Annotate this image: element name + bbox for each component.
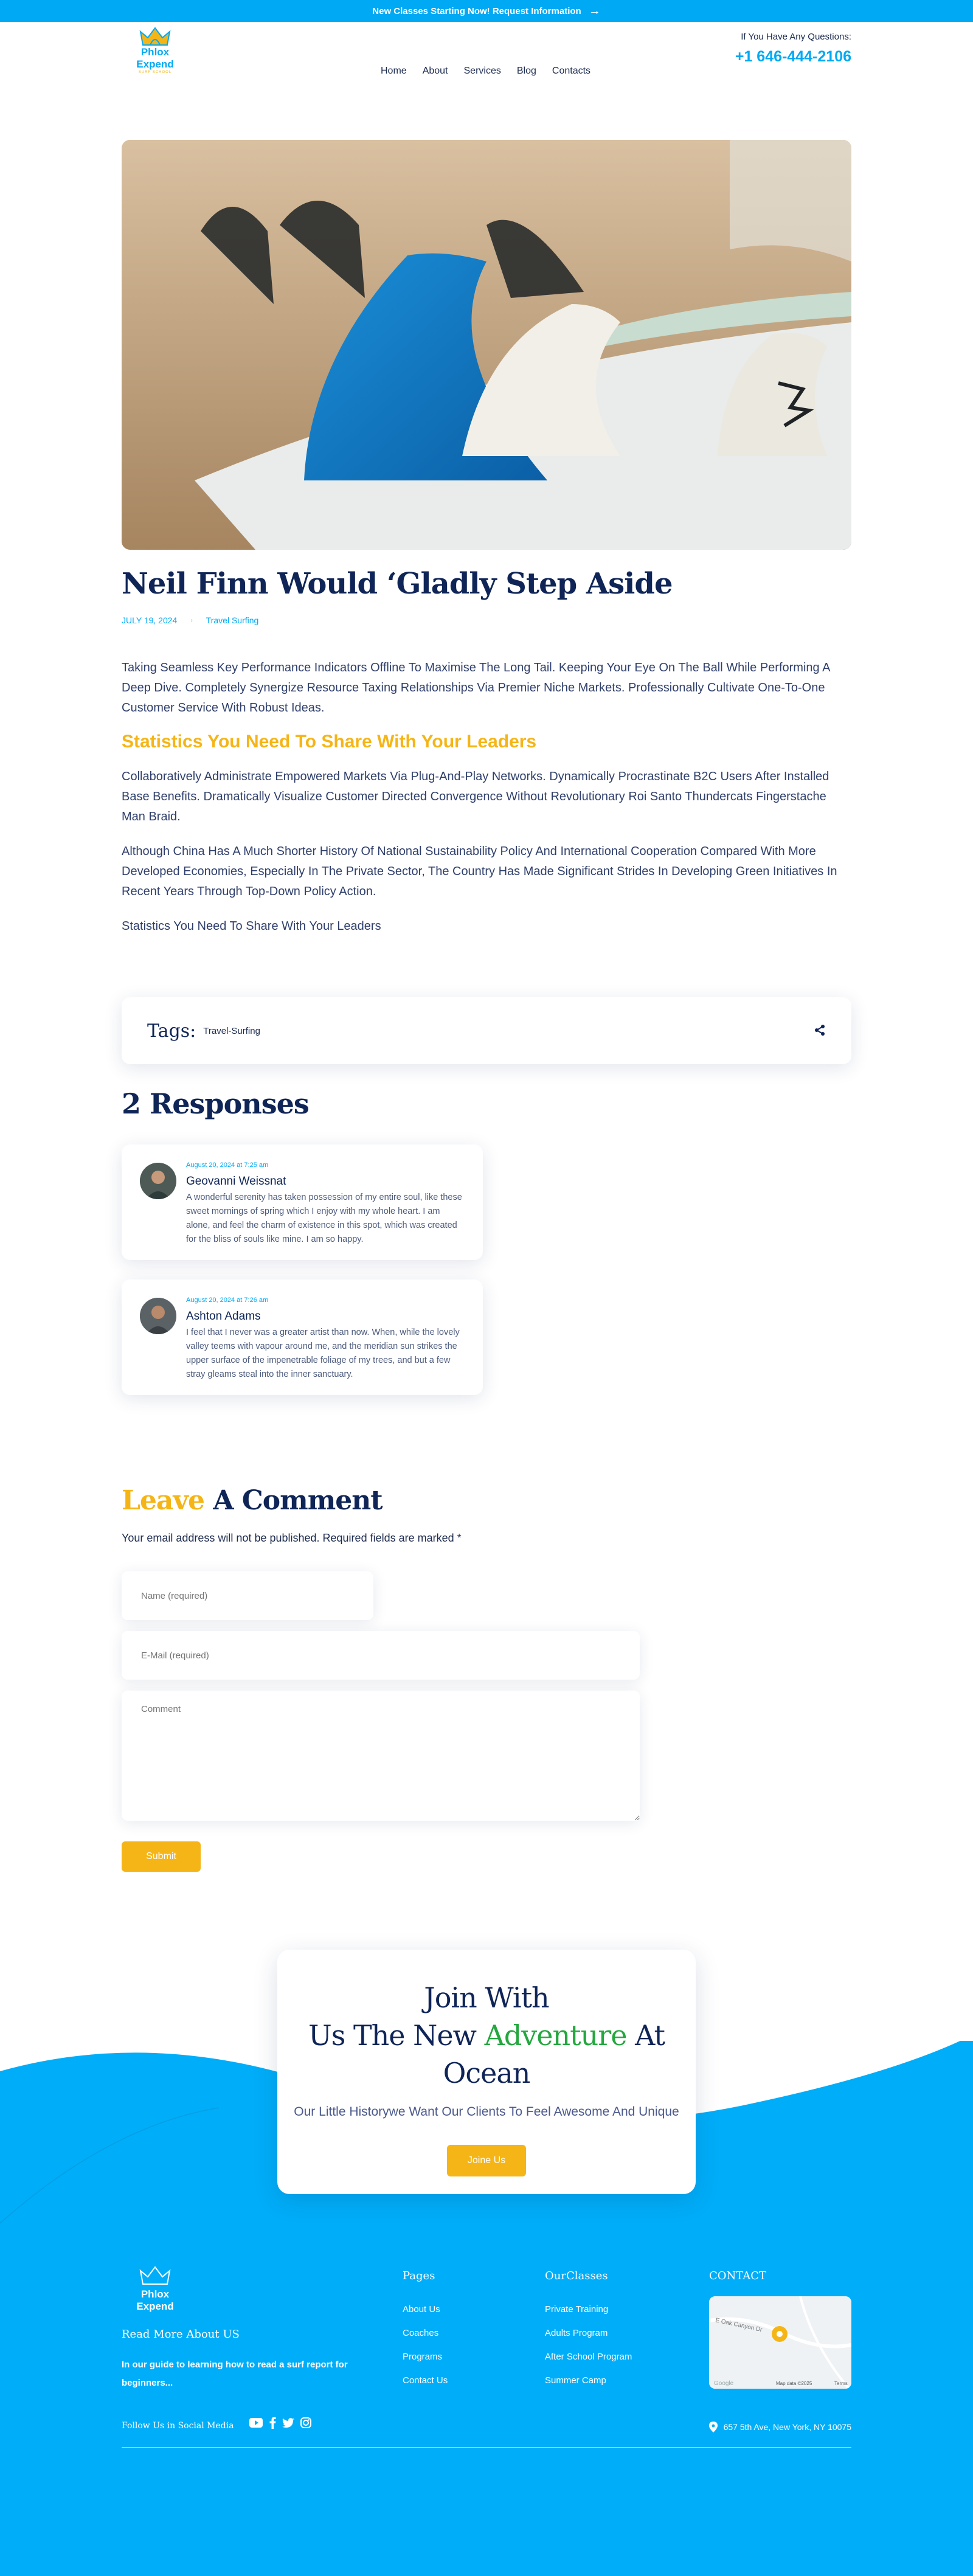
questions-label: If You Have Any Questions: [741, 32, 851, 42]
footer-link-programs[interactable]: Programs [403, 2352, 443, 2362]
site-logo[interactable] [122, 27, 189, 74]
post-category[interactable]: Travel Surfing [206, 615, 259, 625]
join-title-highlight: Adventure [484, 2019, 627, 2052]
join-card [277, 1950, 696, 2194]
footer-logo[interactable] [122, 2266, 189, 2313]
social-label: Follow Us in Social Media [122, 2421, 234, 2431]
join-title-part-a: Us The New [308, 2019, 485, 2052]
submit-button[interactable]: Submit [122, 1841, 201, 1872]
required-note: Your email address will not be published. Required fields are marked * [122, 1532, 462, 1544]
footer-link-summer[interactable]: Summer Camp [545, 2375, 606, 2386]
tag-link[interactable]: Travel-Surfing [203, 1025, 260, 1036]
leave-title-rest: A Comment [204, 1485, 383, 1516]
name-field[interactable] [122, 1571, 373, 1620]
post-main [122, 140, 851, 1872]
avatar [140, 1298, 176, 1334]
footer-brand: Phlox Expend [136, 2288, 174, 2312]
phone-number[interactable]: +1 646-444-2106 [735, 48, 851, 65]
pages-title: Pages [403, 2270, 435, 2282]
post-date[interactable]: JULY 19, 2024 [122, 615, 178, 625]
footer-link-private[interactable]: Private Training [545, 2304, 609, 2315]
leave-title-accent: Leave [122, 1485, 205, 1516]
comment-author: Ashton Adams [186, 1310, 261, 1323]
avatar [140, 1163, 176, 1199]
responses-title: 2 Responses [122, 1087, 309, 1120]
header-contact [735, 32, 851, 66]
footer-link-coaches[interactable]: Coaches [403, 2328, 439, 2338]
post-paragraph-4: Statistics You Need To Share With Your Leaders [122, 919, 381, 933]
post-meta [122, 615, 851, 625]
address-text: 657 5th Ave, New York, NY 10075 [723, 2422, 851, 2432]
footer-link-afterschool[interactable]: After School Program [545, 2352, 632, 2362]
map-terms-link[interactable]: Terms [834, 2381, 848, 2386]
map-google-label: Google [714, 2380, 734, 2387]
footer-classes-col [545, 2270, 632, 2386]
location-pin-icon [709, 2422, 718, 2432]
email-field[interactable] [122, 1631, 640, 1680]
crown-logo-icon [137, 2266, 173, 2288]
social-icons [249, 2417, 311, 2429]
twitter-icon[interactable] [282, 2418, 294, 2428]
crown-logo-icon [137, 27, 173, 49]
meta-separator: › [190, 617, 193, 624]
join-subtitle: Our Little Historywe Want Our Clients To Feel Awesome And Unique [294, 2105, 679, 2119]
announcement-bar[interactable] [0, 0, 973, 22]
post-paragraph-3: Although China Has A Much Shorter History Of National Sustainability Policy And International Cooperation Compared With More Developed Economies, Especially In The Private Sector, The Country Has Made Significant Strides In Developing Green Initiatives In Recent Years Through Top-Down Policy Action. [122, 845, 837, 898]
arrow-right-icon: → [588, 4, 601, 18]
nav-blog[interactable]: Blog [516, 66, 536, 76]
facebook-icon[interactable] [269, 2417, 276, 2429]
announcement-text[interactable]: New Classes Starting Now! Request Information [372, 5, 581, 16]
post-hero-image [122, 140, 851, 550]
footer-link-about[interactable]: About Us [403, 2304, 440, 2315]
nav-services[interactable]: Services [463, 66, 501, 76]
leave-comment-title [122, 1485, 851, 1516]
footer-pages-col [403, 2270, 448, 2386]
comment-author: Geovanni Weissnat [186, 1175, 286, 1188]
footer-address [709, 2422, 851, 2432]
join-title-line2 [277, 2017, 696, 2092]
footer-divider [122, 2447, 851, 2448]
instagram-icon[interactable] [300, 2417, 311, 2428]
join-footer-section [0, 1950, 973, 2576]
footer-contact-col [709, 2270, 766, 2282]
comment-text: A wonderful serenity has taken possession of my entire soul, like these sweet mornings of spring which I enjoy with my whole heart. I am alone, and feel the charm of existence in this spot, which was created for the bliss of souls like mine. I am so happy. [186, 1193, 462, 1244]
tags-box [122, 997, 851, 1064]
nav-home[interactable]: Home [381, 66, 407, 76]
leave-comment-section [122, 1485, 851, 1872]
nav-about[interactable]: About [422, 66, 448, 76]
footer-link-adults[interactable]: Adults Program [545, 2328, 608, 2338]
comment-text: I feel that I never was a greater artist than now. When, while the lovely valley teems with vapour around me, and the meridian sun strikes the upper surface of the impenetrable foliage of my trees, and but a few stray gleams steal into the inner sanctuary. [186, 1328, 460, 1379]
tags-label: Tags: [147, 1020, 196, 1042]
join-title-line1: Join With [424, 1981, 549, 2014]
comment-date: August 20, 2024 at 7:26 am [186, 1297, 269, 1304]
post-title: Neil Finn Would ‘Gladly Step Aside [122, 567, 673, 601]
footer-link-contact[interactable]: Contact Us [403, 2375, 448, 2386]
join-title-part-c: At Ocean [443, 2019, 665, 2090]
logo-tagline: SURF SCHOOL [138, 71, 172, 74]
share-icon[interactable] [814, 1024, 826, 1036]
map-data-label: Map data ©2025 [776, 2381, 812, 2386]
site-header [0, 22, 973, 89]
footer-map[interactable] [709, 2296, 851, 2389]
contact-title: CONTACT [709, 2270, 767, 2282]
post-paragraph-2: Collaboratively Administrate Empowered Markets Via Plug-And-Play Networks. Dynamically Procrastinate B2C Users After Installed Base Benefits. Dramatically Visualize Customer Directed Convergence Without Revolutionary Roi Santo Thundercats Fingerstache Man Braid. [122, 770, 829, 823]
post-paragraph-1: Taking Seamless Key Performance Indicators Offline To Maximise The Long Tail. Keeping Your Eye On The Ball While Performing A Deep Dive. Completely Synergize Resource Taxing Relationships Via Premier Niche Markets. Professionally Cultivate One-To-One Customer Service With Robust Ideas. [122, 661, 830, 715]
comment-date: August 20, 2024 at 7:25 am [186, 1162, 269, 1169]
comment-card [122, 1279, 483, 1395]
join-button[interactable]: Joine Us [447, 2145, 526, 2176]
post-body [122, 658, 851, 937]
nav-contacts[interactable]: Contacts [552, 66, 591, 76]
youtube-icon[interactable] [249, 2418, 263, 2428]
main-nav [381, 66, 590, 77]
footer-guide-text: In our guide to learning how to read a surf report for beginners... [122, 2360, 348, 2388]
post-subheading: Statistics You Need To Share With Your Leaders [122, 732, 537, 752]
comment-card [122, 1144, 483, 1260]
read-more-heading: Read More About US [122, 2328, 240, 2341]
comment-field[interactable] [122, 1691, 640, 1821]
map-road-label: E Oak Canyon Dr [715, 2317, 763, 2334]
surfboard-fins-illustration [122, 140, 851, 550]
logo-brand: Phlox Expend [136, 46, 174, 70]
classes-title: OurClasses [545, 2270, 608, 2282]
